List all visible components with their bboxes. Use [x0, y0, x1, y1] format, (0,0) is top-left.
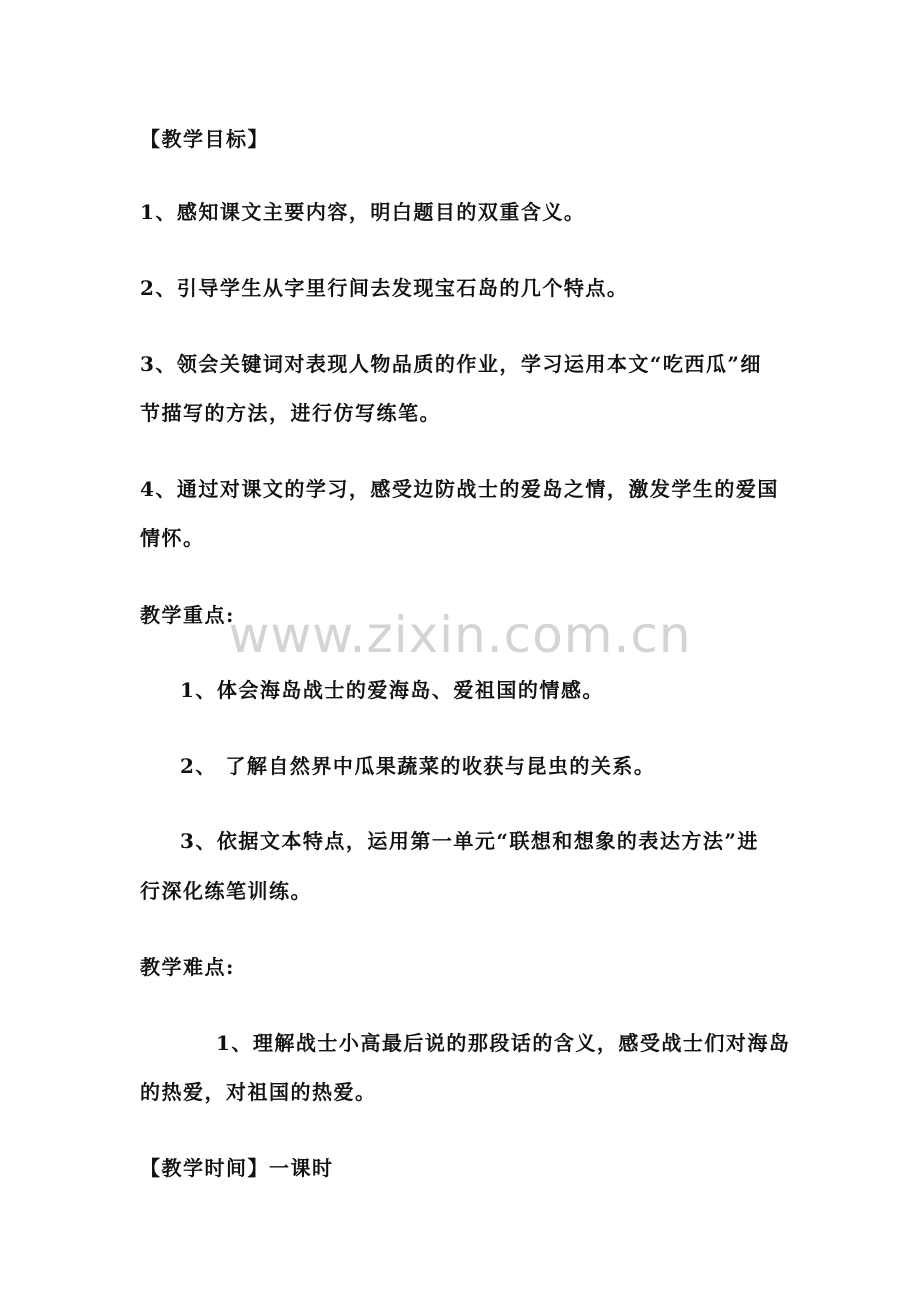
key-points-heading: 教学重点:: [140, 603, 235, 627]
difficulty-1-line-2: 的热爱，对祖国的热爱。: [140, 1080, 377, 1104]
objectives-heading: 【教学目标】: [140, 127, 269, 151]
key-point-2: 2、 了解自然界中瓜果蔬菜的收获与昆虫的关系。: [180, 754, 656, 778]
objective-4-line-1: 4、通过对课文的学习，感受边防战士的爱岛之情，激发学生的爱国: [140, 477, 779, 501]
difficulty-1-line-1: 1、理解战士小高最后说的那段话的含义，感受战士们对海岛: [216, 1031, 791, 1055]
key-point-3-line-2: 行深化练笔训练。: [140, 879, 312, 903]
objective-1: 1、感知课文主要内容，明白题目的双重含义。: [140, 200, 586, 224]
watermark: www.zixin.com.cn: [228, 606, 692, 664]
difficulties-heading: 教学难点:: [140, 955, 235, 979]
objective-2: 2、引导学生从字里行间去发现宝石岛的几个特点。: [140, 276, 629, 300]
objective-4-line-2: 情怀。: [140, 526, 205, 550]
key-point-1: 1、体会海岛战士的爱海岛、爱祖国的情感。: [180, 678, 604, 702]
objective-3-line-1: 3、领会关键词对表现人物品质的作业，学习运用本文“吃西瓜”细: [140, 352, 762, 376]
key-point-3-line-1: 3、依据文本特点，运用第一单元“联想和想象的表达方法”进: [180, 829, 759, 853]
time-heading: 【教学时间】一课时: [140, 1156, 334, 1180]
objective-3-line-2: 节描写的方法，进行仿写练笔。: [140, 401, 441, 425]
